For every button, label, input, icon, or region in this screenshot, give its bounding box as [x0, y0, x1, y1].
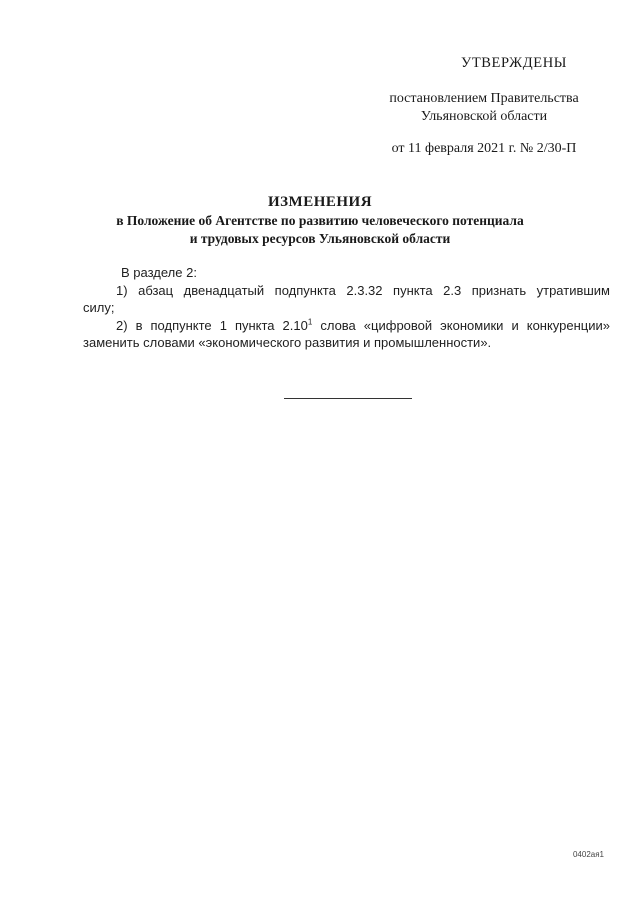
list-item-1 — [83, 282, 610, 317]
list-item-2 — [83, 317, 611, 352]
list-item-2-text-b: слова «цифровой экономики и конкуренции» — [312, 317, 611, 333]
list-item-1-line-2: силу; — [83, 300, 115, 315]
document-heading — [100, 192, 540, 248]
approval-resolution: постановлением Правительства — [389, 91, 579, 106]
list-item-2-text-a: 2) в подпункте 1 пункта 2.10 — [116, 317, 308, 333]
list-item-2-superscript: 1 — [307, 317, 313, 327]
list-item-1-line-1: 1) абзац двенадцатый подпункта 2.3.32 пункта 2.3 признать утратившим — [116, 282, 610, 298]
approval-stamp — [364, 54, 604, 158]
list-item-2-line-1 — [116, 317, 610, 335]
document-body — [83, 264, 611, 352]
body-intro: В разделе 2: — [121, 265, 197, 280]
approval-title: УТВЕРЖДЕНЫ — [460, 55, 568, 71]
approval-region: Ульяновской области — [420, 109, 548, 124]
footer-code: 0402ая1 — [572, 850, 604, 859]
end-divider — [284, 398, 412, 399]
document-subtitle-line-2: и трудовых ресурсов Ульяновской области — [189, 231, 451, 246]
list-item-2-line-2: заменить словами «экономического развития и промышленности». — [83, 335, 492, 350]
document-title: ИЗМЕНЕНИЯ — [267, 194, 373, 210]
document-subtitle-line-1: в Положение об Агентстве по развитию человеческого потенциала — [116, 213, 524, 228]
approval-date-number: от 11 февраля 2021 г. № 2/30-П — [391, 141, 577, 156]
